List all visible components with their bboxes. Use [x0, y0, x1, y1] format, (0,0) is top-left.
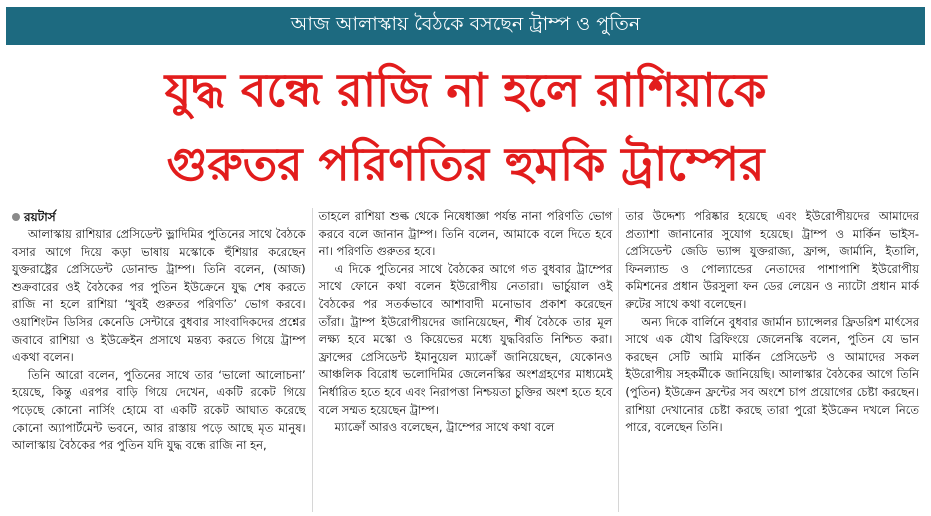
paragraph: আলাস্কায় রাশিয়ার প্রেসিডেন্ট ভ্লাদিমির পুতিনের সাথে বৈঠকে বসার আগে দিয়ে কড়া ভাষায় মস্কোকে হুঁশিয়ার করেছেন যুক্তরাষ্ট্রের প্রেসিডেন্ট ডোনাল্ড ট্রাম্প। তিনি বলেন, (আজ) শুক্রবারের ওই বৈঠকের পর পুতিন ইউক্রেনে যুদ্ধ শেষ করতে রাজি না হলে রাশিয়া ‘খুবই গুরুতর পরিণতি’ ভোগ করবে। ওয়াশিংটন ডিসির কেনেডি সেন্টারে বুধবার সাংবাদিকদের প্রশ্নের জবাবে রাশিয়া ও ইউক্রেইন প্রসাথে মন্তব্য করতে গিয়ে ট্রাম্প একথা বলেন। — [12, 227, 306, 365]
byline — [12, 208, 306, 226]
paragraph: তিনি আরো বলেন, পুতিনের সাথে তার ‘ভালো আলোচনা’ হয়েছে, কিন্তু এরপর বাড়ি গিয়ে দেখেন, একটি রকেট গিয়ে পড়েছে কোনো নার্সিং হোমে বা একটি রকেট আঘাত করেছে কোনো অ্যাপার্টমেন্ট ভবনে, আর রাস্তায় পড়ে আছে মৃত মানুষ। আলাস্কায় বৈঠকের পর পুতিন যদি যুদ্ধ বন্ধে রাজি না হন, — [12, 367, 306, 453]
byline-text: রয়টার্স — [24, 210, 56, 224]
paragraph: তার উদ্দেশ্য পরিষ্কার হয়েছে এবং ইউরোপীয়দের আমাদের প্রত্যাশা জানানোর সুযোগ হয়েছে। ট্রাম্প ও মার্কিন ভাইস-প্রেসিডেন্ট জেডি ভ্যান্স যুক্তরাজ্য, ফ্রান্স, জার্মানি, ইতালি, ফিনল্যান্ড ও পোল্যান্ডের নেতাদের পাশাপাশি ইউরোপীয় কমিশনের প্রধান উরসুলা ফন ডের লেয়েন ও ন্যাটো প্রধান মার্ক রুটের সাথে কথা বলেছেন। — [625, 209, 920, 311]
article-body — [6, 208, 925, 512]
bullet-icon — [12, 213, 20, 221]
paragraph: অন্য দিকে বার্লিনে বুধবার জার্মান চ্যান্সেলর ফ্রিডরিশ মার্ৎসের সাথে এক যৌথ ব্রিফিংয়ে জেলেনস্কি বলেন, পুতিন যে ভান করছেন সেটি আমি মার্কিন প্রেসিডেন্ট ও আমাদের সকল ইউরোপীয় সহকর্মীকে জানিয়েছি। আলাস্কার বৈঠকের আগে তিনি (পুতিন) ইউক্রেন ফ্রন্টের সব অংশে চাপ প্রয়োগের চেষ্টা করছেন। রাশিয়া দেখানোর চেষ্টা করছে তারা পুরো ইউক্রেন দখলে নিতে পারে, বলেছেন তিনি। — [625, 314, 920, 435]
article-column-1 — [6, 208, 312, 512]
headline-line-1: যুদ্ধ বন্ধে রাজি না হলে রাশিয়াকে — [164, 63, 767, 117]
kicker-text: আজ আলাস্কায় বৈঠকে বসছেন ট্রাম্প ও পুতিন — [290, 13, 641, 35]
paragraph: তাহলে রাশিয়া শুল্ক থেকে নিষেধাজ্ঞা পর্যন্ত নানা পরিণতি ভোগ করবে বলে জানান ট্রাম্প। তিনি বলেন, আমাকে বলে দিতে হবে না। পরিণতি গুরুতর হবে। — [318, 209, 613, 259]
headline-line-2: গুরুতর পরিণতির হুমকি ট্রাম্পের — [166, 137, 765, 191]
paragraph: এ দিকে পুতিনের সাথে বৈঠকের আগে গত বুধবার ট্রাম্পের সাথে ফোনে কথা বলেন ইউরোপীয় নেতারা। ভার্চুয়াল ওই বৈঠকের পর সতর্কভাবে আশাবাদী মনোভাব প্রকাশ করেছেন তাঁরা। ট্রাম্প ইউরোপীয়দের জানিয়েছেন, শীর্ষ বৈঠকে তার মূল লক্ষ্য হবে মস্কো ও কিয়েভের মধ্যে যুদ্ধবিরতি নিশ্চিত করা। ফ্রান্সের প্রেসিডেন্ট ইমানুয়েল ম্যাক্রোঁ জানিয়েছেন, যেকোনও আঞ্চলিক বিরোধ ভলোদিমির জেলেনস্কির অংশগ্রহণের মাধ্যমেই নির্ধারিত হতে হবে এবং নিরাপত্তা নিশ্চয়তা চুক্তির অংশ হতে হবে বলে সম্মত হয়েছেন ট্রাম্প। — [318, 261, 613, 417]
paragraph: ম্যাক্রোঁ আরও বলেছেন, ট্রাম্পের সাথে কথা বলে — [334, 420, 555, 435]
article-column-3 — [618, 208, 925, 512]
article-column-2 — [312, 208, 619, 512]
kicker-banner — [6, 7, 925, 45]
